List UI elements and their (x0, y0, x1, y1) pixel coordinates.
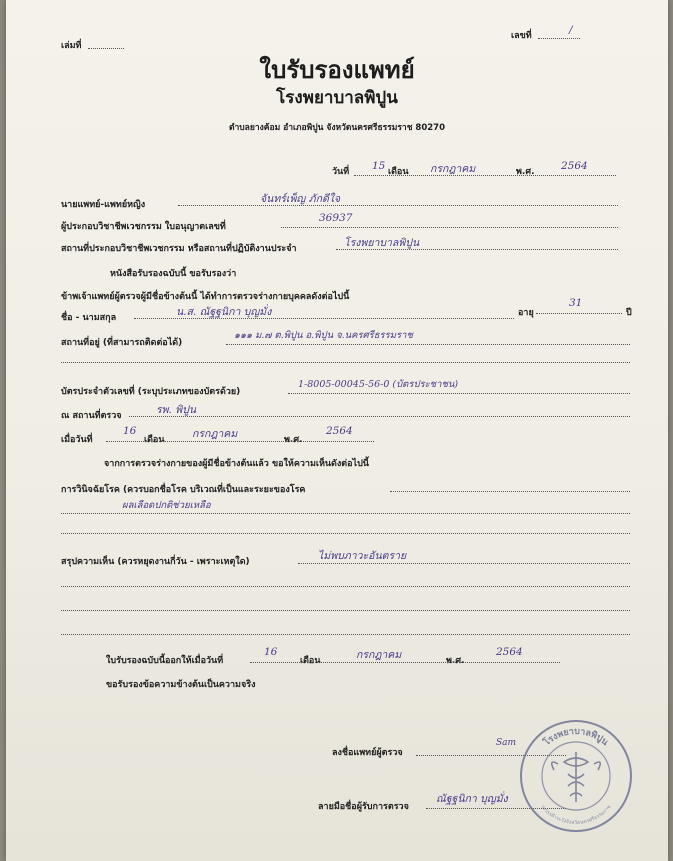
issued-year-label: พ.ศ. (446, 656, 465, 666)
age-line (536, 313, 622, 314)
id-line (288, 393, 630, 394)
date-month: กรกฎาคม (430, 163, 476, 175)
workplace: โรงพยาบาลพิปูน (344, 237, 420, 249)
patient-address-line-2 (61, 362, 630, 363)
patient-address: ๑๑๑ ม.๗ ต.พิปูน อ.พิปูน จ.นครศรีธรรมราช (234, 330, 413, 341)
stamp-bottom-text: ระบบเฝ้าระวังจังหวัดนครศรีธรรมราช (539, 804, 613, 827)
exam-place: รพ. พิปูน (156, 404, 197, 416)
age-label: อายุ (518, 308, 534, 318)
diagnosis-line-2 (61, 513, 630, 514)
date-year-label: พ.ศ. (516, 167, 535, 177)
doctor-sig-label: ลงชื่อแพทย์ผู้ตรวจ (332, 748, 403, 758)
place-line (129, 416, 630, 417)
exam-date-label: เมื่อวันที่ (61, 435, 93, 445)
place-label: ณ สถานที่ตรวจ (61, 411, 122, 421)
caduceus-emblem (552, 752, 601, 802)
issued-month: กรกฎาคม (356, 649, 402, 661)
hospital-name: โรงพยาบาลพิปูน (276, 88, 398, 108)
patient-address-line (226, 344, 630, 345)
recipient-signature: ณัฐฐนิกา บุญมั่ง (436, 793, 508, 805)
license-label: ผู้ประกอบวิชาชีพเวชกรรม ใบอนุญาตเลขที่ (61, 222, 226, 232)
issued-year: 2564 (496, 646, 523, 658)
diagnosis-line-1 (390, 491, 630, 492)
svg-text:โรงพยาบาลพิปูน (540, 727, 610, 749)
diagnosis-label: การวินิจฉัยโรค (ควรบอกชื่อโรค บริเวณที่เป็นและระยะของโรค (61, 485, 306, 495)
workplace-label: สถานที่ประกอบวิชาชีพเวชกรรม หรือสถานที่ปฏิบัติงานประจำ (61, 244, 297, 254)
exam-month: กรกฎาคม (192, 428, 238, 440)
findings-intro: จากการตรวจร่างกายของผู้มีชื่อข้างต้นแล้ว ขอให้ความเห็นดังต่อไปนี้ (104, 459, 369, 469)
summary-value: ไม่พบภาวะอันตราย (318, 550, 407, 562)
recipient-sig-label: ลายมือชื่อผู้รับการตรวจ (318, 802, 409, 812)
date-line (354, 175, 616, 176)
date-day-label: วันที่ (332, 167, 350, 177)
patient-name-label: ชื่อ - นามสกุล (61, 313, 117, 323)
doc-no-value: / (569, 24, 573, 36)
issued-day: 16 (264, 646, 278, 658)
exam-year: 2564 (326, 425, 353, 437)
issued-line (250, 662, 560, 663)
license-line (281, 227, 618, 228)
book-no-line (88, 48, 124, 49)
diagnosis-line-3 (61, 533, 630, 534)
workplace-line (336, 249, 618, 250)
patient-name-line (134, 318, 514, 319)
exam-day: 16 (123, 425, 137, 437)
summary-line-1 (298, 563, 630, 564)
date-month-label: เดือน (388, 167, 409, 177)
doc-no-label: เลขที่ (511, 31, 532, 41)
book-no-label: เล่มที่ (61, 41, 82, 51)
doctor-signature: Sam (496, 738, 517, 748)
summary-label: สรุปความเห็น (ควรหยุดงานกี่วัน - เพราะเหตุใด) (61, 557, 250, 567)
age-unit: ปี (626, 308, 632, 318)
age: 31 (569, 297, 583, 309)
hospital-address: ตำบลยางค้อม อำเภอพิปูน จังหวัดนครศรีธรรมราช 80270 (228, 123, 446, 133)
exam-year-label: พ.ศ. (284, 435, 303, 445)
date-year: 2564 (561, 160, 588, 172)
id-label: บัตรประจำตัวเลขที่ (ระบุประเภทของบัตรด้วย) (61, 387, 241, 397)
summary-line-4 (61, 634, 630, 635)
exam-date-line (106, 441, 374, 442)
exam-intro: ข้าพเจ้าแพทย์ผู้ตรวจผู้มีชื่อข้างต้นนี้ ได้ทำการตรวจร่างกายบุคคลดังต่อไปนี้ (61, 292, 350, 302)
summary-line-2 (61, 586, 630, 587)
hospital-stamp (518, 718, 634, 834)
page-title: ใบรับรองแพทย์ (259, 55, 415, 84)
license-no: 36937 (319, 212, 353, 224)
issued-month-label: เดือน (300, 656, 321, 666)
certify-text: ขอรับรองข้อความข้างต้นเป็นความจริง (106, 680, 256, 690)
exam-month-label: เดือน (144, 435, 165, 445)
patient-name: น.ส. ณัฐฐนิกา บุญมั่ง (176, 306, 272, 318)
patient-address-label: สถานที่อยู่ (ที่สามารถติดต่อได้) (61, 338, 183, 348)
stamp-top-text: โรงพยาบาลพิปูน (542, 726, 610, 749)
date-day: 15 (372, 160, 386, 172)
diagnosis-value: ผลเลือดปกติช่วยเหลือ (122, 500, 211, 511)
doctor-name: จันทร์เพ็ญ ภักดีใจ (260, 193, 341, 205)
summary-line-3 (61, 610, 630, 611)
issued-label: ใบรับรองฉบับนี้ออกให้เมื่อวันที่ (106, 656, 224, 666)
cert-intro: หนังสือรับรองฉบับนี้ ขอรับรองว่า (110, 269, 237, 279)
certificate-paper (6, 0, 668, 861)
doc-no-line (538, 38, 580, 39)
svg-text:ระบบเฝ้าระวังจังหวัดนครศรีธรรม (539, 804, 612, 826)
doctor-name-line (178, 205, 618, 206)
doctor-name-label: นายแพทย์-แพทย์หญิง (61, 200, 146, 210)
id-number: 1-8005-00045-56-0 (บัตรประชาชน) (298, 379, 459, 390)
